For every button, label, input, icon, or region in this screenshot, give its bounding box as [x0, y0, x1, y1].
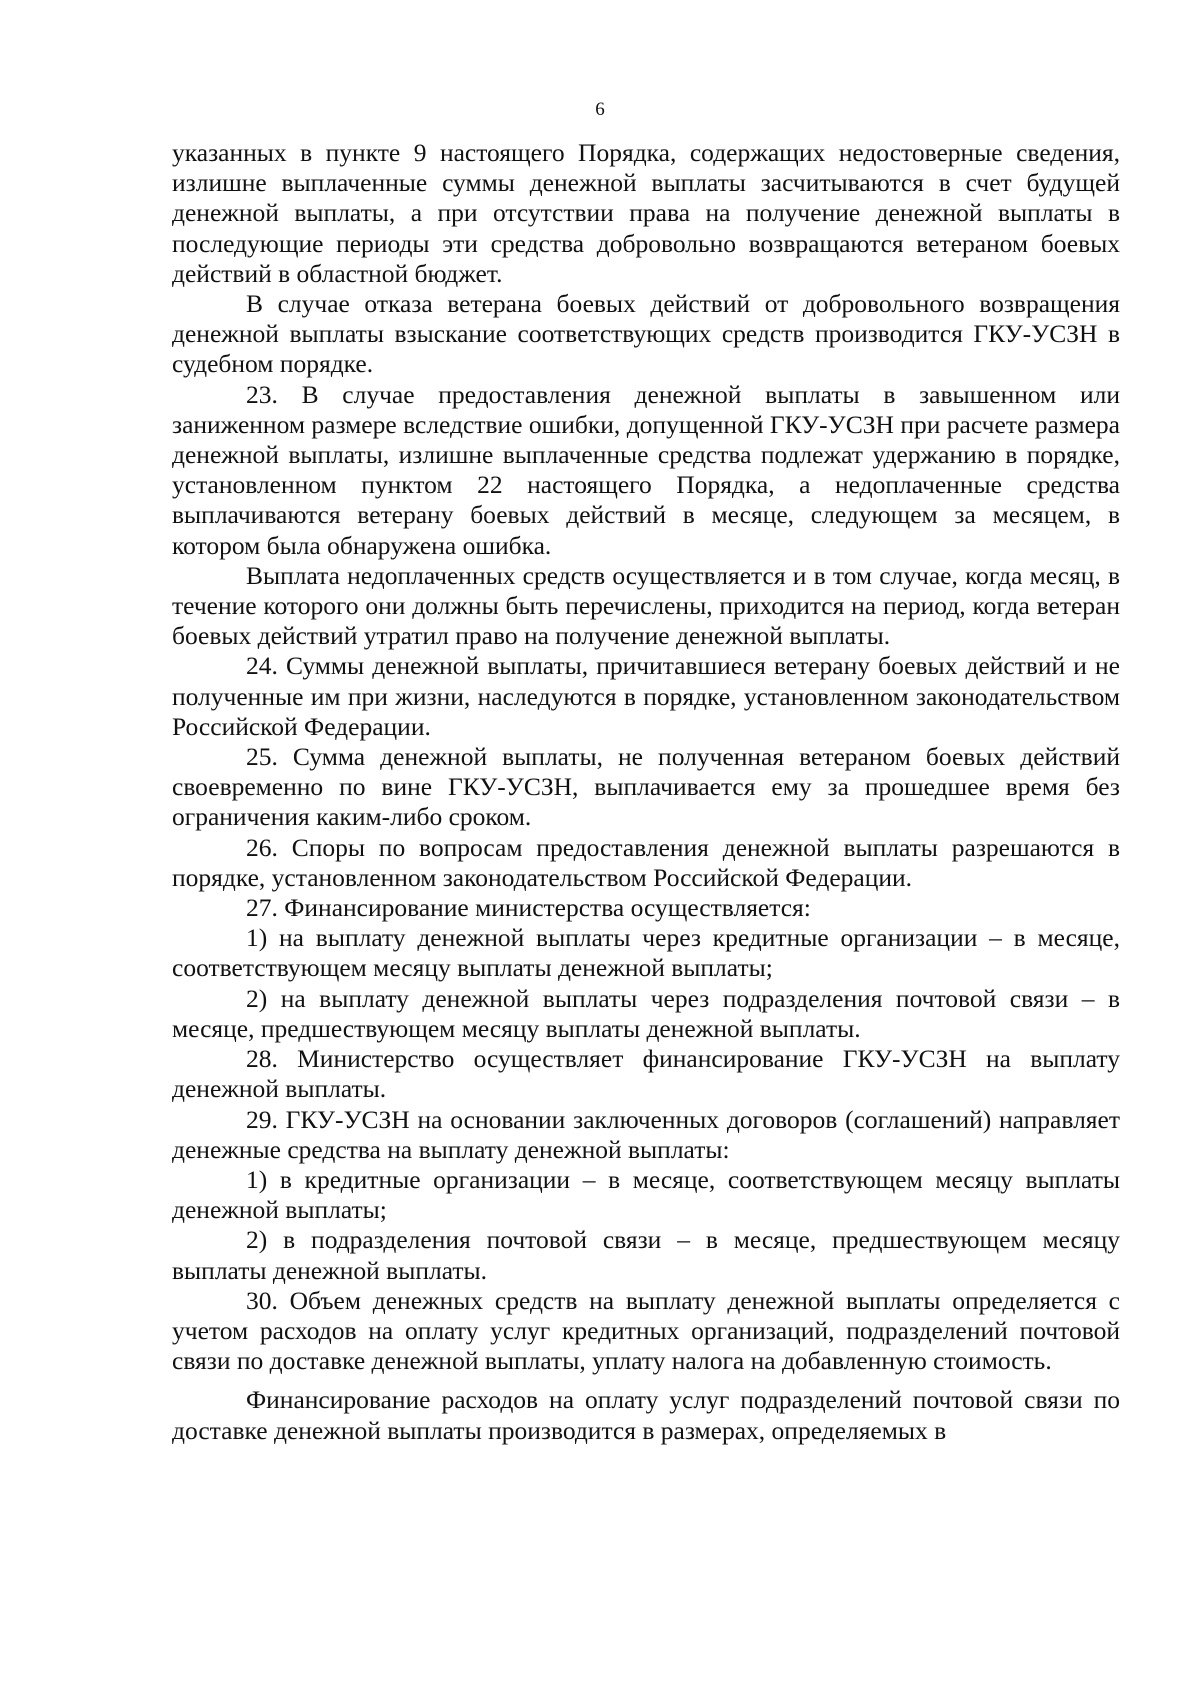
paragraph: указанных в пункте 9 настоящего Порядка, содержащих недостоверные сведения, излишне выплаченные суммы денежной выплаты засчитываются в счет будущей денежной выплаты, а при отсутствии права на получение денежной выплаты в последующие периоды эти средства добровольно возвращаются ветераном боевых действий в областной бюджет. [172, 138, 1120, 288]
paragraph: 26. Споры по вопросам предоставления денежной выплаты разрешаются в порядке, установленном законодательством Российской Федерации. [172, 832, 1120, 892]
document-body [172, 138, 1120, 1446]
paragraph: 29. ГКУ-УСЗН на основании заключенных договоров (соглашений) направляет денежные средства на выплату денежной выплаты: [172, 1104, 1120, 1164]
paragraph: 25. Сумма денежной выплаты, не полученная ветераном боевых действий своевременно по вине ГКУ-УСЗН, выплачивается ему за прошедшее время без ограничения каким-либо сроком. [172, 742, 1120, 832]
paragraph: 1) на выплату денежной выплаты через кредитные организации – в месяце, соответствующем месяцу выплаты денежной выплаты; [172, 923, 1120, 983]
paragraph: Финансирование расходов на оплату услуг подразделений почтовой связи по доставке денежной выплаты производится в размерах, определяемых в [172, 1385, 1120, 1445]
paragraph: 23. В случае предоставления денежной выплаты в завышенном или заниженном размере вследствие ошибки, допущенной ГКУ-УСЗН при расчете размера денежной выплаты, излишне выплаченные средства подлежат удержанию в порядке, установленном пунктом 22 настоящего Порядка, а недоплаченные средства выплачиваются ветерану боевых действий в месяце, следующем за месяцем, в котором была обнаружена ошибка. [172, 379, 1120, 560]
paragraph: Выплата недоплаченных средств осуществляется и в том случае, когда месяц, в течение которого они должны быть перечислены, приходится на период, когда ветеран боевых действий утратил право на получение денежной выплаты. [172, 560, 1120, 651]
paragraph: 1) в кредитные организации – в месяце, соответствующем месяцу выплаты денежной выплаты; [172, 1164, 1120, 1225]
page-number: 6 [595, 99, 605, 120]
paragraph: 2) в подразделения почтовой связи – в месяце, предшествующем месяцу выплаты денежной выплаты. [172, 1225, 1120, 1285]
paragraph: 27. Финансирование министерства осуществляется: [246, 893, 811, 923]
paragraph: 28. Министерство осуществляет финансирование ГКУ-УСЗН на выплату денежной выплаты. [172, 1044, 1120, 1104]
paragraph: В случае отказа ветерана боевых действий от добровольного возвращения денежной выплаты взыскание соответствующих средств производится ГКУ-УСЗН в судебном порядке. [172, 289, 1120, 379]
paragraph: 2) на выплату денежной выплаты через подразделения почтовой связи – в месяце, предшествующем месяцу выплаты денежной выплаты. [172, 983, 1120, 1043]
paragraph: 30. Объем денежных средств на выплату денежной выплаты определяется с учетом расходов на оплату услуг кредитных организаций, подразделений почтовой связи по доставке денежной выплаты, уплату налога на добавленную стоимость. [172, 1285, 1120, 1376]
paragraph: 24. Суммы денежной выплаты, причитавшиеся ветерану боевых действий и не полученные им при жизни, наследуются в порядке, установленном законодательством Российской Федерации. [172, 651, 1120, 741]
